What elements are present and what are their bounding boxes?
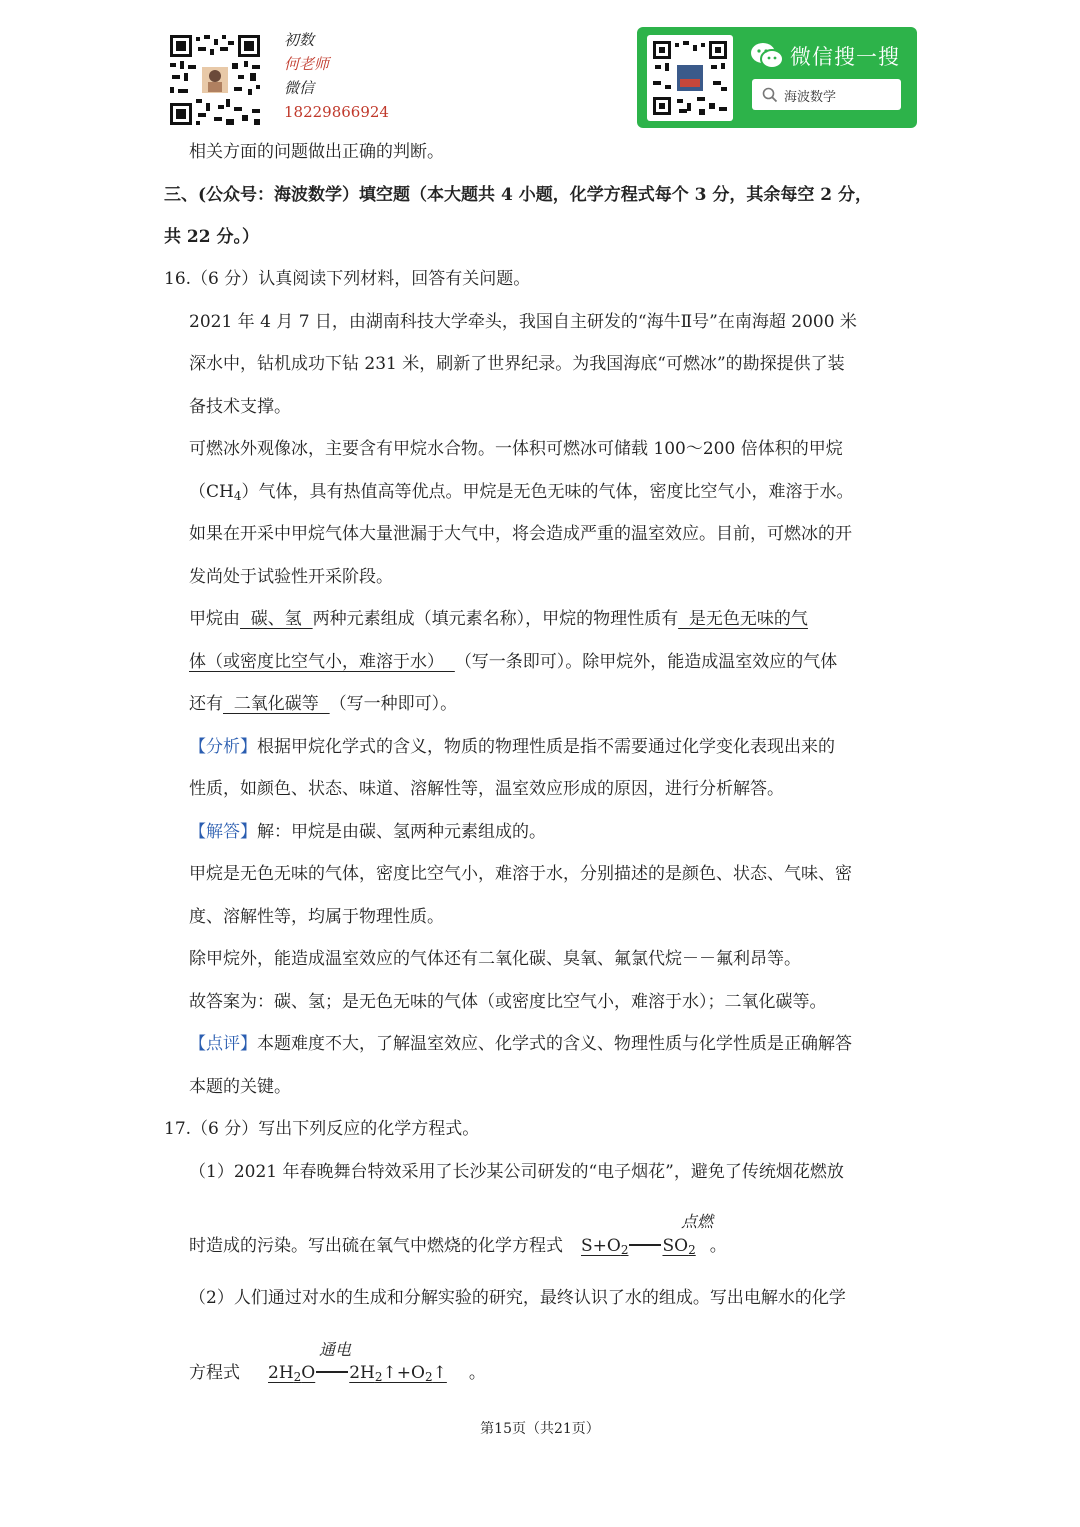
text-span: 方程式	[189, 1363, 240, 1383]
text-line: 相关方面的问题做出正确的判断。	[189, 142, 444, 162]
subscript: 2	[620, 1243, 629, 1257]
text-span: O	[301, 1363, 316, 1383]
wechat-search-banner[interactable]	[637, 27, 917, 128]
text-span: 2H	[268, 1363, 294, 1383]
material-line: 深水中，钻机成功下钻 231 米，刷新了世界纪录。为我国海底“可燃冰”的勘探提供了装	[189, 354, 845, 374]
section-heading: 三、(公众号：海波数学）填空题（本大题共 4 小题，化学方程式每个 3 分，其余每空 2 分，	[164, 185, 873, 205]
reaction-condition-ignite: 点燃	[681, 1212, 714, 1231]
question-16-title: 16.（6 分）认真阅读下列材料，回答有关问题。	[164, 269, 531, 289]
answer-line	[189, 821, 546, 843]
text-span: 。	[709, 1236, 727, 1256]
wechat-logo-icon	[750, 42, 784, 70]
question-17-1-answer-line	[189, 1235, 727, 1257]
subscript: 2	[424, 1370, 433, 1384]
text-span: （CH	[189, 482, 234, 502]
answer-blank: 碳、氢	[240, 609, 313, 629]
subscript: 2	[688, 1243, 696, 1257]
text-span: 两种元素组成（填元素名称），甲烷的物理性质有	[312, 609, 679, 629]
text-span: ↑+O	[382, 1363, 425, 1383]
material-line: 2021 年 4 月 7 日，由湖南科技大学牵头，我国自主研发的“海牛Ⅱ号”在南海超 2000 米	[189, 312, 857, 332]
equation-sulfur-combustion	[563, 1236, 710, 1256]
text-span: ↑	[432, 1363, 447, 1383]
text-span: SO	[662, 1236, 689, 1256]
equals-line	[629, 1244, 661, 1246]
equation-water-electrolysis	[240, 1363, 469, 1383]
question-17-2-answer-line	[189, 1362, 486, 1384]
answer-line: 度、溶解性等，均属于物理性质。	[189, 907, 444, 927]
wechat-qr-code	[647, 35, 733, 121]
text-span: 2H	[349, 1363, 375, 1383]
section-heading-cont: 共 22 分。）	[164, 227, 259, 247]
reaction-condition-electrolysis: 通电	[319, 1340, 352, 1359]
analysis-line: 性质，如颜色、状态、味道、溶解性等，温室效应形成的原因，进行分析解答。	[189, 779, 784, 799]
contact-phone: 18229866924	[284, 103, 389, 121]
text-span: 本题难度不大，了解温室效应、化学式的含义、物理性质与化学性质是正确解答	[257, 1034, 852, 1054]
material-line: 如果在开采中甲烷气体大量泄漏于大气中，将会造成严重的温室效应。目前，可燃冰的开	[189, 524, 852, 544]
analysis-tag: 【分析】	[189, 737, 257, 757]
answer-blank: 二氧化碳等	[223, 694, 330, 714]
subscript: 2	[374, 1370, 383, 1384]
contact-info	[284, 28, 389, 124]
question-17-title: 17.（6 分）写出下列反应的化学方程式。	[164, 1119, 480, 1139]
answer-blank: 体（或密度比空气小，难溶于水）	[189, 652, 455, 672]
text-span: 根据甲烷化学式的含义，物质的物理性质是指不需要通过化学变化表现出来的	[257, 737, 835, 757]
text-span: 还有	[189, 694, 223, 714]
text-span: S+O	[581, 1236, 621, 1256]
answer-blank: 是无色无味的气	[678, 609, 808, 629]
text-span: ）气体，具有热值高等优点。甲烷是无色无味的气体，密度比空气小，难溶于水。	[241, 482, 854, 502]
answer-line: 甲烷是无色无味的气体，密度比空气小，难溶于水，分别描述的是颜色、状态、气味、密	[189, 864, 852, 884]
contact-qr-code	[168, 33, 262, 127]
comment-line	[189, 1033, 852, 1055]
question-17-2-line: （2）人们通过对水的生成和分解实验的研究，最终认识了水的组成。写出电解水的化学	[189, 1288, 846, 1308]
comment-tag: 【点评】	[189, 1034, 257, 1054]
fill-line	[189, 693, 457, 715]
page-footer: 第15页（共21页）	[480, 1421, 600, 1437]
contact-teacher-name: 何老师	[284, 55, 330, 73]
material-line: 可燃冰外观像冰，主要含有甲烷水合物。一体积可燃冰可储载 100～200 倍体积的甲烷	[189, 439, 843, 459]
subscript: 2	[293, 1370, 302, 1384]
text-span: 甲烷由	[189, 609, 240, 629]
fill-line	[189, 651, 837, 673]
material-line: 备技术支撑。	[189, 397, 291, 417]
material-line: 发尚处于试验性开采阶段。	[189, 567, 393, 587]
wechat-search-title: 微信搜一搜	[790, 45, 900, 69]
answer-line: 故答案为：碳、氢；是无色无味的气体（或密度比空气小，难溶于水）；二氧化碳等。	[189, 992, 827, 1012]
contact-line-grade: 初数	[284, 31, 315, 49]
contact-wechat-label: 微信	[284, 79, 315, 97]
analysis-line	[189, 736, 835, 758]
text-span: （写一条即可）。除甲烷外，能造成温室效应的气体	[454, 652, 838, 672]
wechat-search-box[interactable]	[752, 79, 901, 110]
text-span: 。	[468, 1363, 486, 1383]
comment-line: 本题的关键。	[189, 1077, 291, 1097]
answer-line: 除甲烷外，能造成温室效应的气体还有二氧化碳、臭氧、氟氯代烷－－氟利昂等。	[189, 949, 801, 969]
equals-line	[316, 1371, 348, 1373]
subscript: 4	[233, 489, 242, 503]
text-span: 解：甲烷是由碳、氢两种元素组成的。	[257, 822, 546, 842]
question-17-1-line: （1）2021 年春晚舞台特效采用了长沙某公司研发的“电子烟花”，避免了传统烟花燃放	[189, 1162, 844, 1182]
material-line	[189, 481, 853, 503]
fill-line	[189, 608, 808, 630]
wechat-search-text: 海波数学	[784, 90, 837, 105]
answer-tag: 【解答】	[189, 822, 257, 842]
text-span: （写一种即可）。	[329, 694, 458, 714]
text-span: 时造成的污染。写出硫在氧气中燃烧的化学方程式	[189, 1236, 563, 1256]
search-icon	[762, 87, 778, 103]
